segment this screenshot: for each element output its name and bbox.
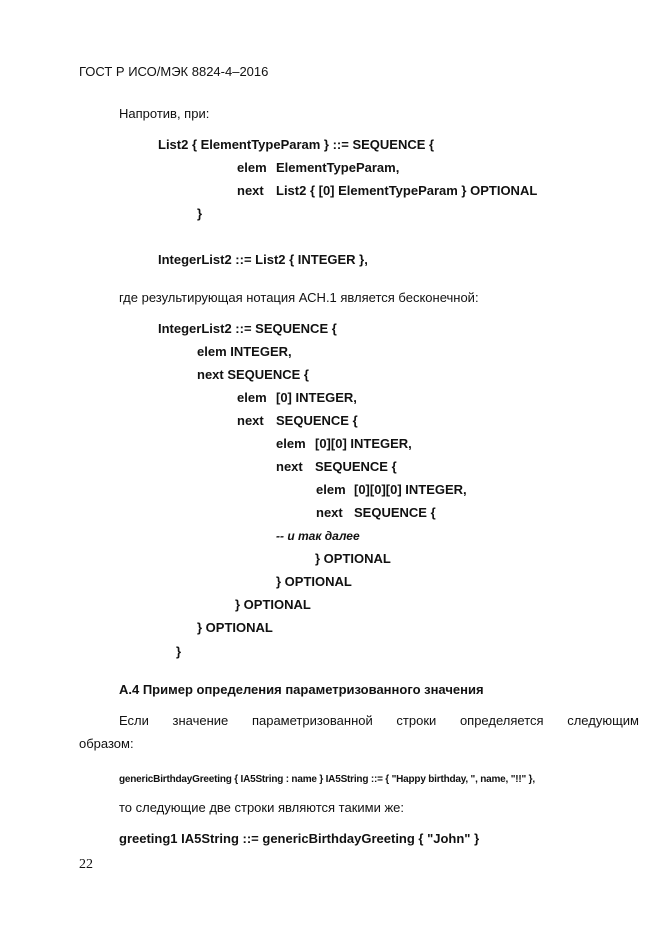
code1-line2-rest: ElementTypeParam, (276, 160, 400, 175)
code1-line1: List2 { ElementTypeParam } ::= SEQUENCE { (158, 137, 435, 152)
code3-line14: } OPTIONAL (197, 620, 273, 635)
if-paragraph-line2: образом: (79, 736, 134, 751)
code4-line: genericBirthdayGreeting { IA5String : name } IA5String ::= { "Happy birthday, ", name, "!!" }, (119, 774, 535, 785)
code3-line5-rest: SEQUENCE { (276, 413, 358, 428)
section-heading: А.4 Пример определения параметризованного значения (119, 682, 484, 697)
code3-line9-rest: SEQUENCE { (354, 505, 436, 520)
code3-line9-keyword: next (316, 505, 343, 520)
code1-line3-keyword: next (237, 183, 264, 198)
code3-line4-rest: [0] INTEGER, (276, 390, 357, 405)
if-word-4: строки (396, 713, 437, 728)
code3-line6-keyword: elem (276, 436, 306, 451)
code3-line15: } (176, 644, 182, 659)
if-word-5: определяется (459, 713, 544, 728)
code3-line5-keyword: next (237, 413, 264, 428)
code1-line3-rest: List2 { [0] ElementTypeParam } OPTIONAL (276, 183, 538, 198)
code3-line7-keyword: next (276, 459, 303, 474)
then-paragraph: то следующие две строки являются такими же: (119, 800, 405, 815)
if-word-1: Если (119, 713, 149, 728)
code5-line: greeting1 IA5String ::= genericBirthdayGreeting { "John" } (119, 831, 480, 846)
code2-line: IntegerList2 ::= List2 { INTEGER }, (158, 252, 368, 267)
code3-line7-rest: SEQUENCE { (315, 459, 397, 474)
if-word-2: значение (172, 713, 229, 728)
if-word-3: параметризованной (251, 713, 373, 728)
code1-line4: } (197, 206, 203, 221)
code3-line12: } OPTIONAL (276, 574, 352, 589)
code3-line3: next SEQUENCE { (197, 367, 309, 382)
code3-line1: IntegerList2 ::= SEQUENCE { (158, 321, 337, 336)
code3-line8-keyword: elem (316, 482, 346, 497)
code3-line13: } OPTIONAL (235, 597, 311, 612)
code3-line4-keyword: elem (237, 390, 267, 405)
code3-comment: -- и так далее (276, 529, 360, 543)
intro-text: Напротив, при: (119, 106, 210, 121)
code1-line2-keyword: elem (237, 160, 267, 175)
code3-line6-rest: [0][0] INTEGER, (315, 436, 412, 451)
document-header: ГОСТ Р ИСО/МЭК 8824-4–2016 (79, 64, 269, 79)
where-paragraph: где результирующая нотация АСН.1 является бесконечной: (119, 290, 479, 305)
code3-line11: } OPTIONAL (315, 551, 391, 566)
code3-line2: elem INTEGER, (197, 344, 292, 359)
page-number: 22 (79, 857, 93, 872)
if-paragraph-line1 (119, 714, 639, 727)
code3-line8-rest: [0][0][0] INTEGER, (354, 482, 467, 497)
if-word-6: следующим (567, 713, 639, 728)
